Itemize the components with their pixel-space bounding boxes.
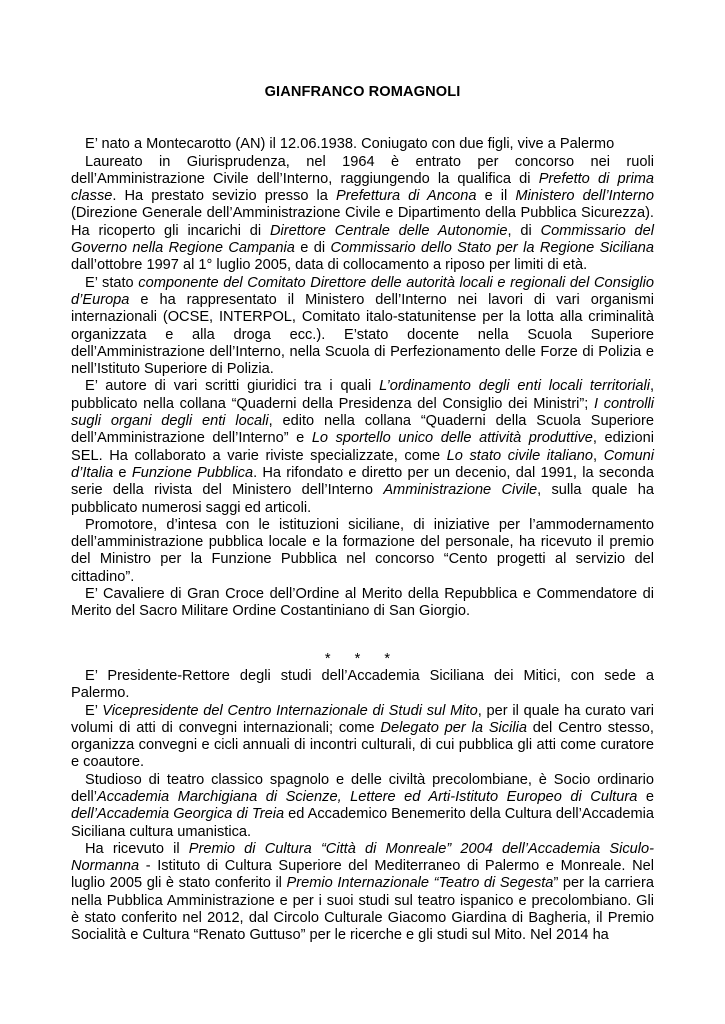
italic-text: Prefetto di prima classe — [71, 170, 654, 205]
text-run: E’ Cavaliere di Gran Croce dell’Ordine al Merito della Repubblica e Commendatore di Merito del Sacro Militare Ordine Costantiniano di San Giorgio. — [71, 586, 654, 620]
italic-text: Comuni d’Italia — [71, 447, 655, 481]
italic-text: Premio Internazionale “Teatro di Segesta — [286, 875, 554, 892]
text-run: . Ha rifondato e diretto per un decenio, dal 1991, la seconda serie della rivista del Ministero dell’Interno — [71, 464, 655, 499]
document-title: GIANFRANCO ROMAGNOLI — [264, 84, 461, 100]
text-run: , di — [507, 222, 541, 239]
text-run: - Istituto di Cultura Superiore del Mediterraneo di Palermo e Monreale. Nel luglio 2005 gli è stato conferito il — [71, 858, 654, 892]
italic-text: Vicepresidente del Centro Internazionale di Studi sul Mito — [102, 702, 478, 719]
text-run: E’ autore di vari scritti giuridici tra i quali — [85, 378, 380, 395]
text-run: e il — [476, 188, 516, 205]
text-run: dall’ottobre 1997 al 1° luglio 2005, data di collocamento a riposo per limiti di età. — [71, 257, 588, 274]
paragraph — [71, 275, 654, 379]
text-run: Promotore, d’intesa con le istituzioni siciliane, di iniziative per l’ammodernamento dell’amministrazione pubblica locale e la formazione del personale, ha ricevuto il premio del Ministro per la Funzione Pubblica nel concorso “Cento progetti al servizio del cittadino”. — [71, 516, 654, 585]
italic-text: Amministrazione Civile — [383, 482, 538, 499]
paragraph — [71, 772, 654, 841]
paragraph — [71, 586, 654, 621]
section-separator: * * * — [324, 650, 401, 667]
paragraph — [71, 841, 654, 945]
italic-text: Ministero dell’Interno — [515, 188, 654, 205]
text-run: , per il quale ha curato vari volumi di atti di convegni internazionali; come — [71, 702, 655, 736]
text-run: E’ nato a Montecarotto (AN) il 12.06.1938. Coniugato con due figli, vive a Palermo — [85, 136, 615, 153]
text-run: del Centro stesso, organizza convegni e cicli annuali di incontri culturali, di cui pubblica gli atti come curatore e coautore. — [71, 719, 654, 771]
text-run: Studioso di teatro classico spagnolo e delle civiltà precolombiane, è Socio ordinario dell’ — [71, 771, 654, 805]
text-run: e — [637, 788, 654, 805]
italic-text: Lo stato civile italiano — [446, 447, 594, 464]
paragraph — [71, 136, 654, 153]
text-run: Laureato in Giurisprudenza, nel 1964 è entrato per concorso nei ruoli dell’Amministrazione Civile dell’Interno, raggiungendo la qualifica di — [71, 153, 654, 187]
paragraph — [71, 703, 654, 772]
biography-section — [71, 136, 654, 620]
text-run: , edito nella collana “Quaderni della Scuola Superiore dell’Amministrazione dell’Interno” e — [71, 413, 655, 447]
text-run: E’ — [85, 702, 103, 719]
italic-text: Funzione Pubblica — [131, 464, 254, 481]
text-run: e ha rappresentato il Ministero dell’Interno nei lavori di vari organismi internazionali (OCSE, INTERPOL, Comitato italo-statunitense per la lotta alla criminalità organizzata e alla droga ecc.). E’stato docente nella Scuola Superiore dell’Amministrazione dell’Interno, nella Scuola di Perfezionamento delle Forze di Polizia e nell’Istituto Superiore di Polizia. — [71, 291, 654, 378]
italic-text: Accademia Marchigiana di Scienze, Lettere ed Arti-Istituto Europeo di Cultura — [96, 788, 638, 805]
text-run: ed Accademico Benemerito della Cultura dell’Accademia Siciliana cultura umanistica. — [71, 806, 655, 840]
paragraph — [71, 517, 654, 586]
text-run: , sulla quale ha pubblicato numerosi saggi ed articoli. — [71, 482, 654, 516]
text-run: . Ha prestato sevizio presso la — [112, 188, 336, 205]
italic-text: Commissario dello Stato per la Regione Siciliana — [330, 240, 655, 257]
text-run: , edizioni SEL. Ha collaborato a varie riviste specializzate, come — [71, 430, 654, 464]
text-run: e di — [294, 240, 331, 257]
paragraph — [71, 668, 654, 703]
text-run: Ha ricevuto il — [85, 840, 189, 857]
paragraph — [71, 154, 654, 275]
italic-text: Direttore Centrale delle Autonomie — [269, 222, 508, 239]
text-run: e — [113, 464, 132, 481]
text-run: , pubblicato nella collana “Quaderni della Presidenza del Consiglio dei Ministri”; — [71, 378, 655, 412]
italic-text: dell’Accademia Georgica di Treia — [71, 806, 285, 823]
italic-text: Prefettura di Ancona — [335, 188, 477, 205]
text-run: (Direzione Generale dell’Amministrazione Civile e Dipartimento della Pubblica Sicurezza). Ha ricoperto gli incarichi di — [71, 205, 654, 239]
cultural-activities-section — [71, 668, 654, 945]
italic-text: L’ordinamento degli enti locali territoriali — [379, 378, 650, 395]
italic-text: Delegato per la Sicilia — [380, 719, 527, 736]
italic-text: I controlli sugli organi degli enti locali — [71, 395, 654, 430]
italic-text: componente del Comitato Direttore delle autorità locali e regionali del Consiglio d’Europa — [71, 274, 654, 308]
text-run: , — [593, 447, 604, 464]
text-run: ” per la carriera nella Pubblica Amministrazione e per i suoi studi sul teatro ispanico e precolombiano. Gli è stato conferito nel 2012, dal Circolo Culturale Giacomo Giardina di Bagheria, il Premio Socialità e Cultura “Renato Guttuso” per le ricerche e gli studi sul Mito. Nel 2014 ha — [71, 875, 655, 944]
italic-text: Lo sportello unico delle attività produttive — [311, 430, 593, 447]
text-run: E’ Presidente-Rettore degli studi dell’Accademia Siciliana dei Mitici, con sede a Palermo. — [71, 667, 654, 702]
italic-text: Commissario del Governo nella Regione Campania — [71, 222, 654, 257]
text-run: E’ stato — [85, 274, 139, 291]
paragraph — [71, 378, 654, 516]
italic-text: Premio di Cultura “Città di Monreale” 2004 dell’Accademia Siculo-Normanna — [71, 840, 654, 875]
